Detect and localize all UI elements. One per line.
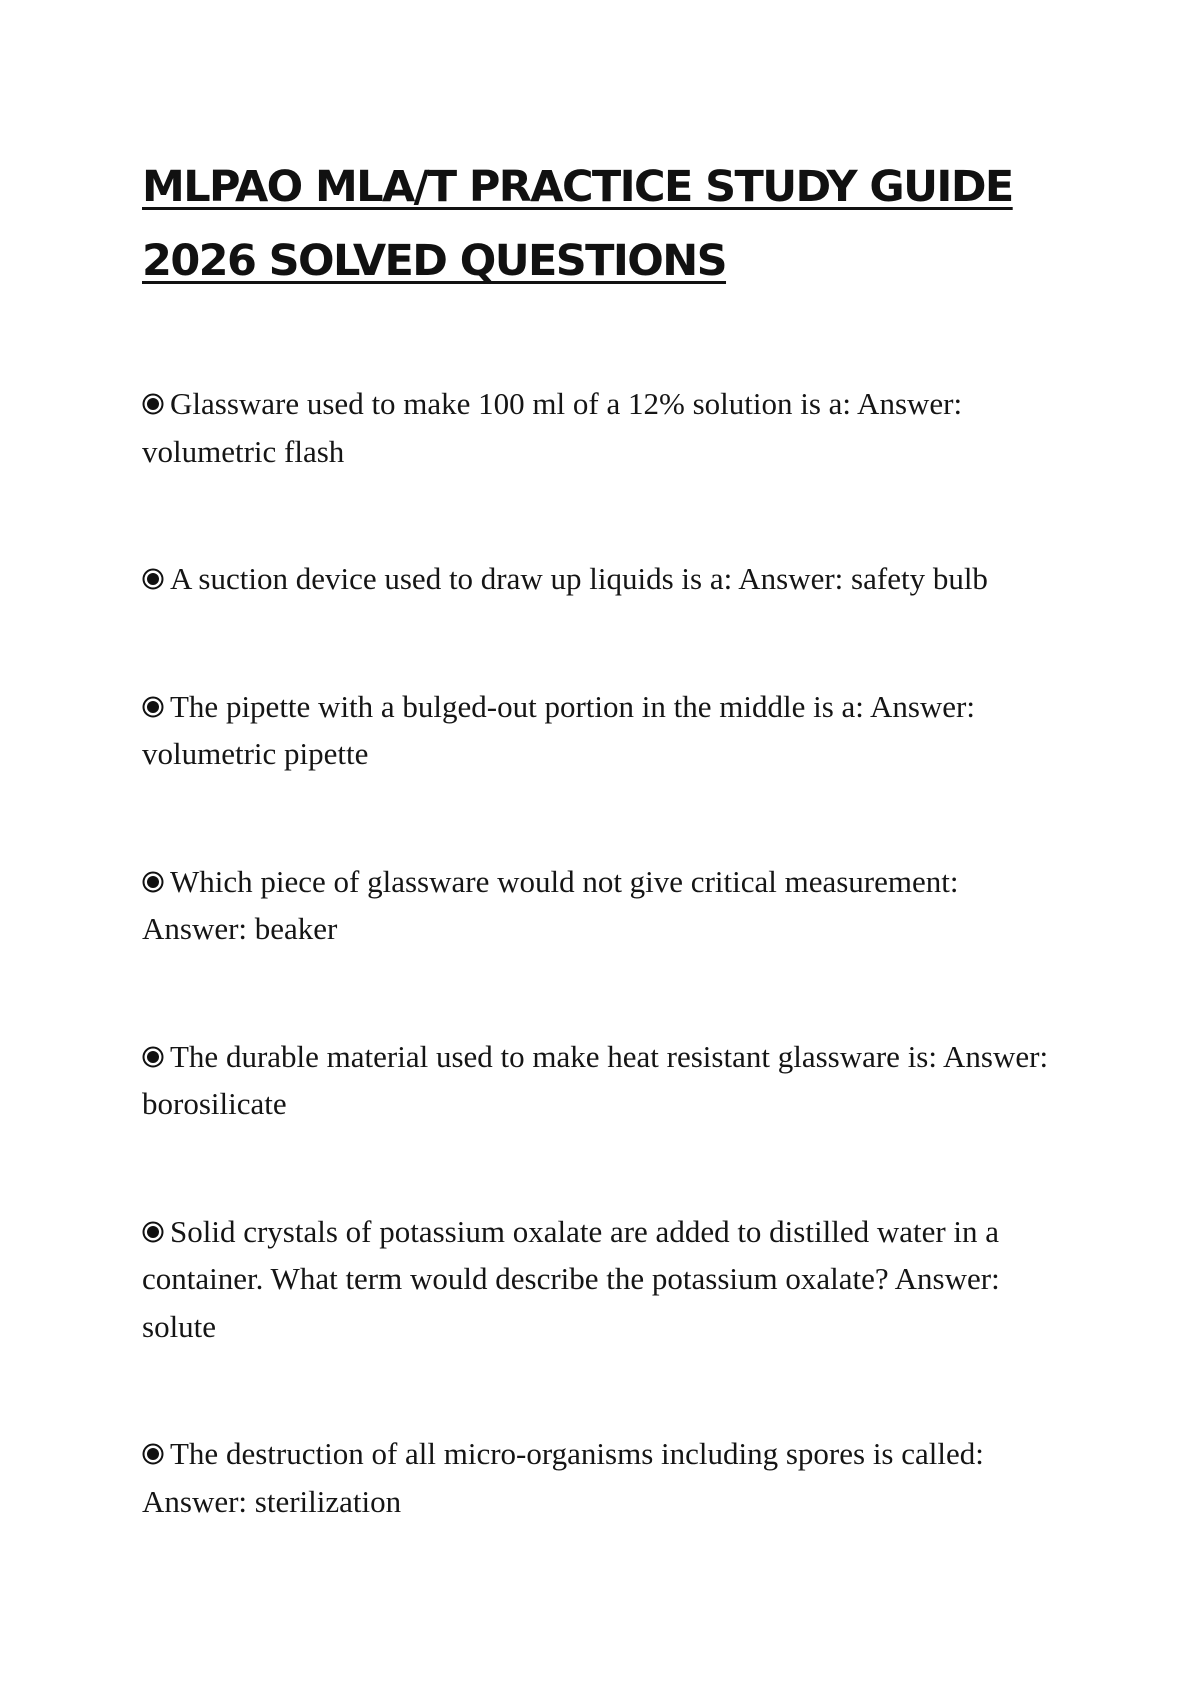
radio-bullet-icon xyxy=(142,1443,164,1465)
page-title-text: MLPAO MLA/T PRACTICE STUDY GUIDE 2026 SOLVED QUESTIONS xyxy=(142,162,1013,286)
radio-bullet-icon xyxy=(142,1046,164,1068)
question-list xyxy=(142,380,1062,1605)
question-text: Which piece of glassware would not give critical measurement: Answer: beaker xyxy=(142,863,959,946)
question-item xyxy=(142,380,1062,475)
question-text: Solid crystals of potassium oxalate are added to distilled water in a container. What term would describe the potassium oxalate? Answer: solute xyxy=(142,1213,1000,1344)
radio-bullet-icon xyxy=(142,1221,164,1243)
question-text: The destruction of all micro-organisms including spores is called: Answer: sterilization xyxy=(142,1436,984,1519)
question-item xyxy=(142,1208,1062,1351)
question-text: Glassware used to make 100 ml of a 12% solution is a: Answer: volumetric flash xyxy=(142,386,963,469)
question-text: The pipette with a bulged-out portion in the middle is a: Answer: volumetric pipette xyxy=(142,688,975,771)
question-item xyxy=(142,683,1062,778)
question-text: The durable material used to make heat resistant glassware is: Answer: borosilicate xyxy=(142,1038,1049,1121)
radio-bullet-icon xyxy=(142,568,164,590)
question-text: A suction device used to draw up liquids is a: Answer: safety bulb xyxy=(170,561,988,596)
radio-bullet-icon xyxy=(142,696,164,718)
question-item xyxy=(142,1033,1062,1128)
radio-bullet-icon xyxy=(142,871,164,893)
question-item xyxy=(142,858,1062,953)
radio-bullet-icon xyxy=(142,393,164,415)
question-item xyxy=(142,555,1062,603)
question-item xyxy=(142,1430,1062,1525)
page-title xyxy=(142,150,1082,298)
